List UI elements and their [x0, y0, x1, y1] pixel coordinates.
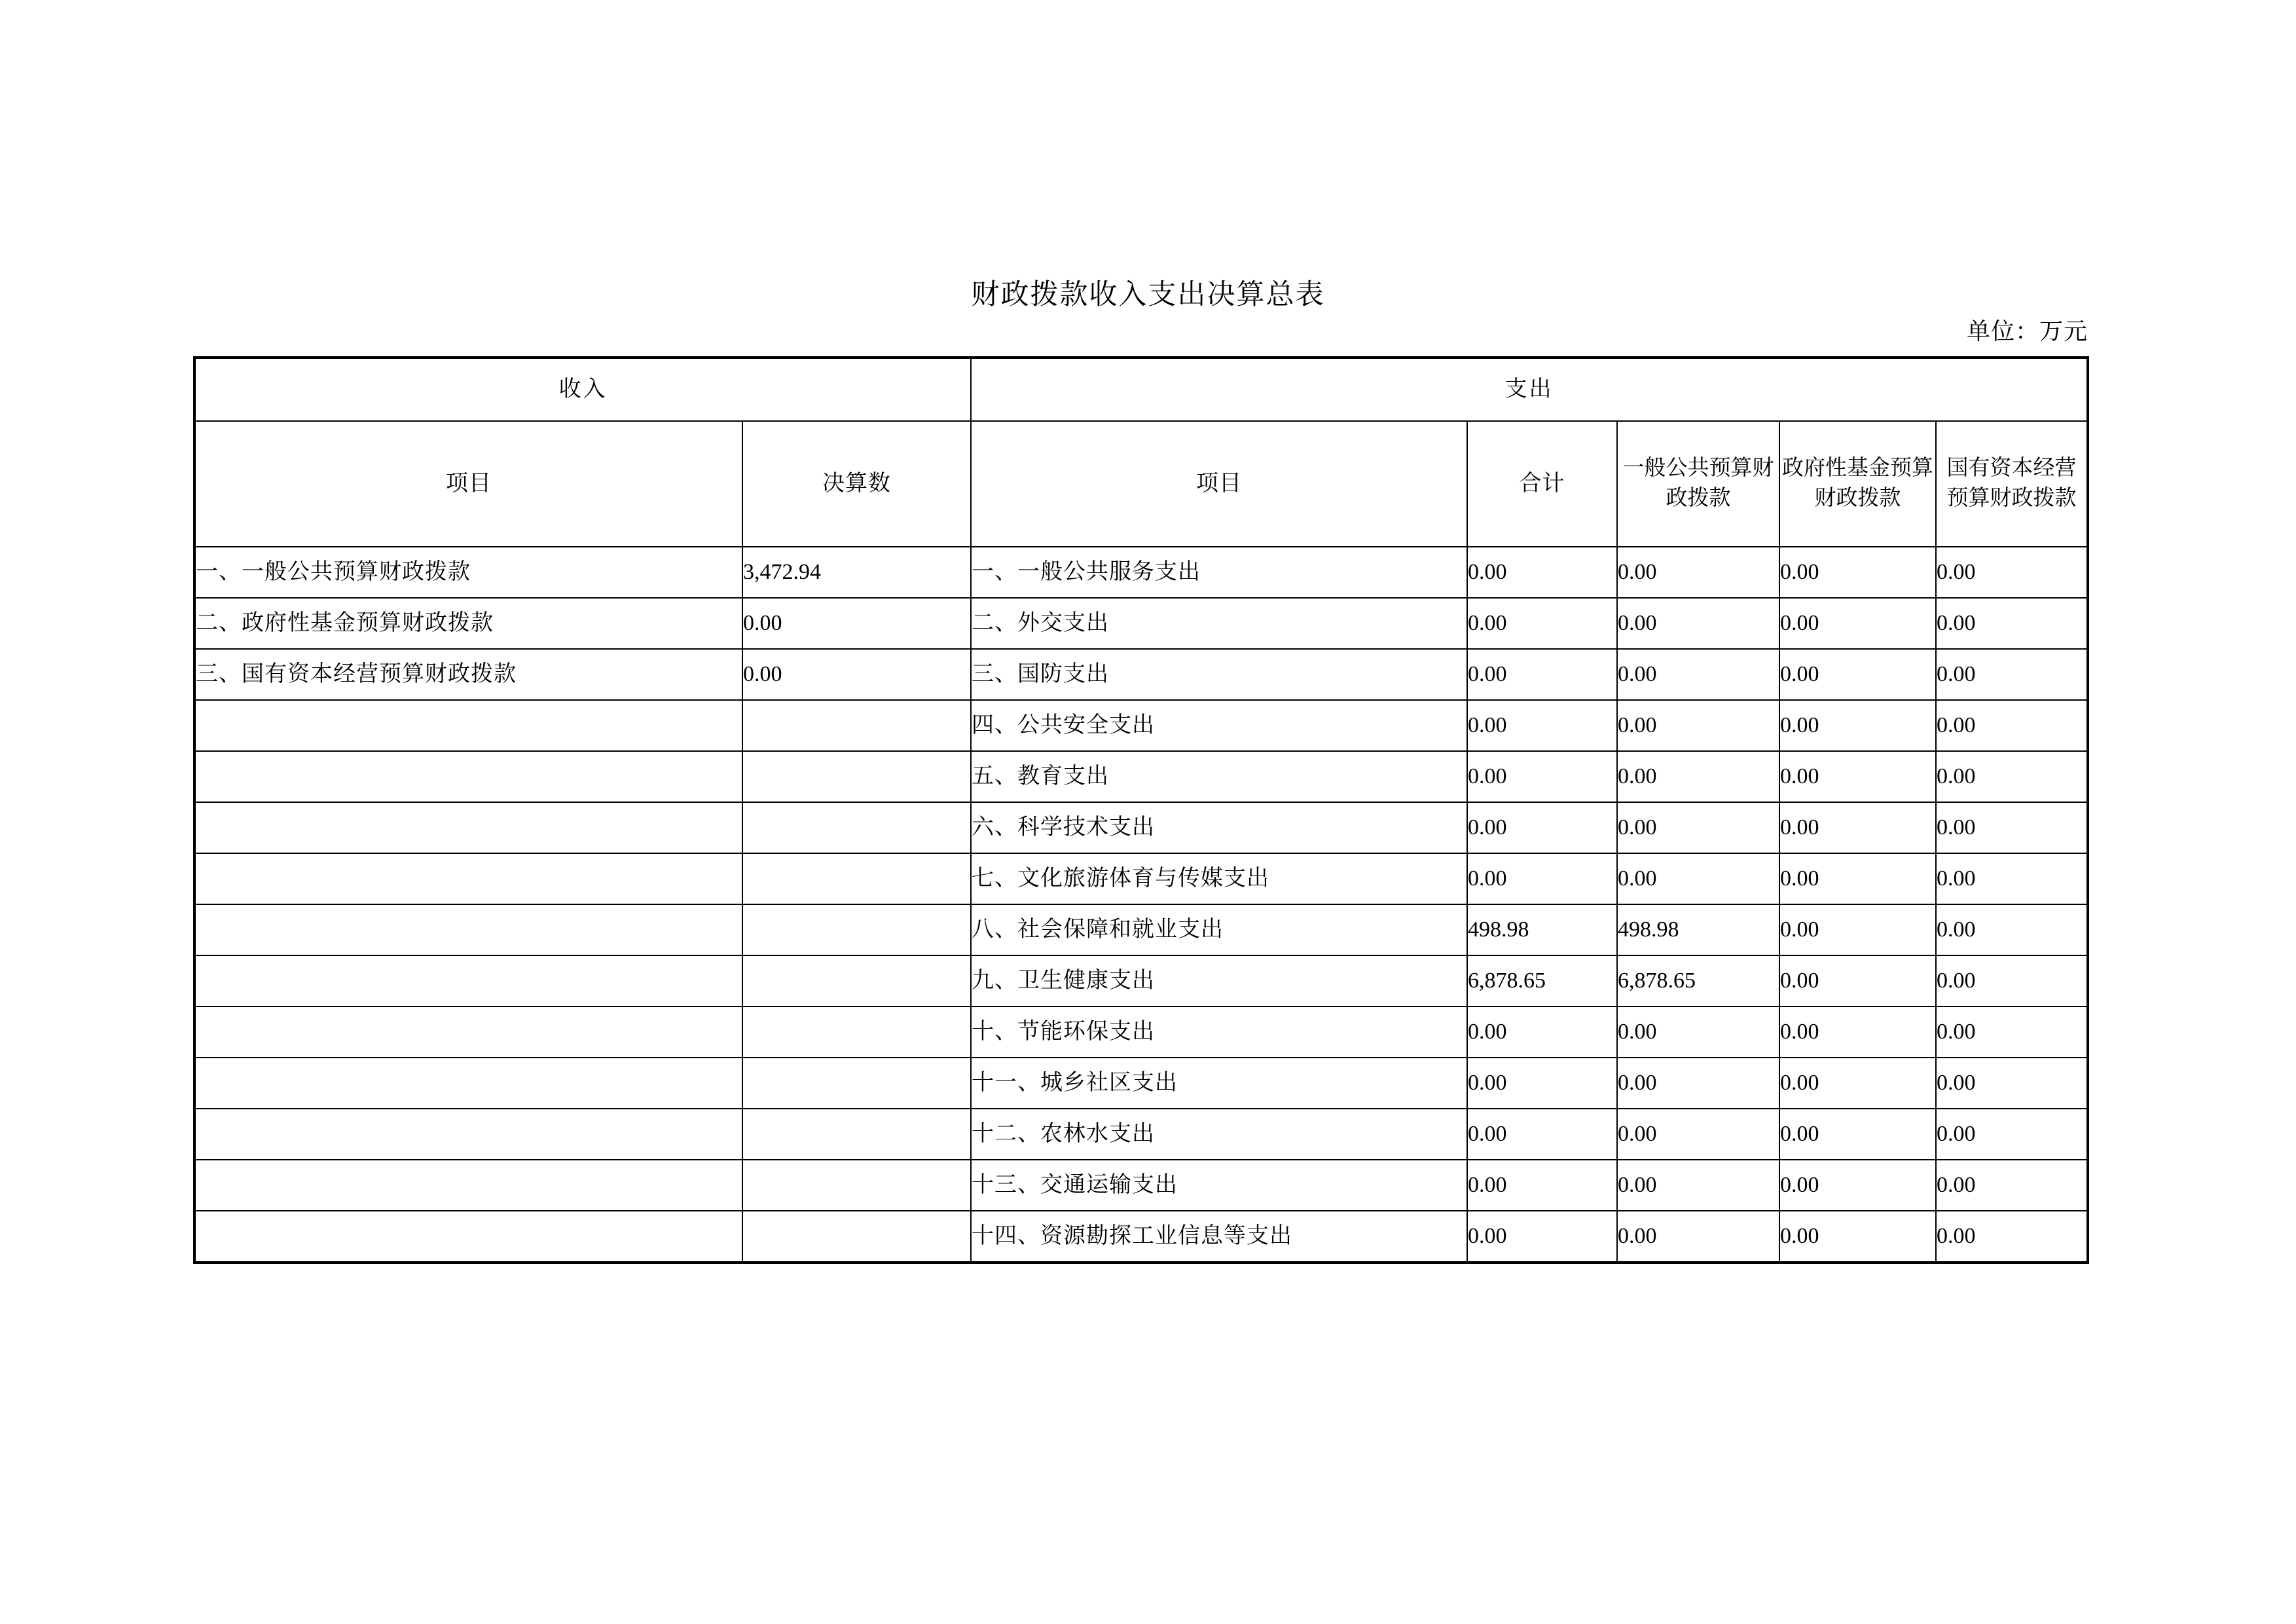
expenditure-general-public-value: 0.00 — [1617, 547, 1779, 598]
table-row — [194, 1211, 2088, 1263]
expenditure-general-public-value: 0.00 — [1617, 751, 1779, 802]
expenditure-total-value: 0.00 — [1467, 751, 1617, 802]
table-body — [194, 358, 2088, 1263]
table-row — [194, 1058, 2088, 1109]
expenditure-general-public-value: 0.00 — [1617, 1006, 1779, 1058]
income-item-value — [742, 751, 971, 802]
expenditure-total-value: 6,878.65 — [1467, 955, 1617, 1006]
expenditure-total-value: 0.00 — [1467, 598, 1617, 649]
expenditure-item-label: 八、社会保障和就业支出 — [971, 904, 1467, 955]
expenditure-total-value: 0.00 — [1467, 1006, 1617, 1058]
expenditure-total-value: 498.98 — [1467, 904, 1617, 955]
expenditure-state-capital-value: 0.00 — [1936, 547, 2088, 598]
income-item-label — [194, 700, 742, 751]
expenditure-total-value: 0.00 — [1467, 1160, 1617, 1211]
expenditure-gov-fund-value: 0.00 — [1779, 853, 1936, 904]
income-item-label — [194, 1211, 742, 1263]
expenditure-general-public-value: 0.00 — [1617, 1058, 1779, 1109]
income-item-label — [194, 955, 742, 1006]
expenditure-general-public-value: 6,878.65 — [1617, 955, 1779, 1006]
expenditure-item-label: 十四、资源勘探工业信息等支出 — [971, 1211, 1467, 1263]
expenditure-total-value: 0.00 — [1467, 649, 1617, 700]
expenditure-gov-fund-value: 0.00 — [1779, 1211, 1936, 1263]
expenditure-item-label: 七、文化旅游体育与传媒支出 — [971, 853, 1467, 904]
column-header-general-public-budget: 一般公共预算财政拨款 — [1617, 421, 1779, 547]
expenditure-gov-fund-value: 0.00 — [1779, 904, 1936, 955]
table-row — [194, 700, 2088, 751]
table-row — [194, 1160, 2088, 1211]
income-item-label — [194, 904, 742, 955]
income-item-value — [742, 1006, 971, 1058]
column-header-income-value: 决算数 — [742, 421, 971, 547]
income-item-label — [194, 1006, 742, 1058]
expenditure-state-capital-value: 0.00 — [1936, 1058, 2088, 1109]
income-item-value — [742, 1109, 971, 1160]
income-item-label — [194, 1058, 742, 1109]
expenditure-item-label: 一、一般公共服务支出 — [971, 547, 1467, 598]
expenditure-gov-fund-value: 0.00 — [1779, 700, 1936, 751]
table-row — [194, 547, 2088, 598]
table-row — [194, 955, 2088, 1006]
expenditure-general-public-value: 0.00 — [1617, 700, 1779, 751]
column-header-income-item: 项目 — [194, 421, 742, 547]
expenditure-item-label: 十一、城乡社区支出 — [971, 1058, 1467, 1109]
expenditure-general-public-value: 498.98 — [1617, 904, 1779, 955]
expenditure-total-value: 0.00 — [1467, 1058, 1617, 1109]
expenditure-state-capital-value: 0.00 — [1936, 1006, 2088, 1058]
table-row — [194, 853, 2088, 904]
expenditure-gov-fund-value: 0.00 — [1779, 547, 1936, 598]
column-header-expenditure-item: 项目 — [971, 421, 1467, 547]
expenditure-item-label: 三、国防支出 — [971, 649, 1467, 700]
table-row — [194, 649, 2088, 700]
column-header-expenditure-total: 合计 — [1467, 421, 1617, 547]
expenditure-item-label: 四、公共安全支出 — [971, 700, 1467, 751]
expenditure-item-label: 九、卫生健康支出 — [971, 955, 1467, 1006]
income-item-value: 0.00 — [742, 649, 971, 700]
table-row — [194, 1006, 2088, 1058]
expenditure-total-value: 0.00 — [1467, 700, 1617, 751]
income-item-label — [194, 802, 742, 853]
table-row — [194, 1109, 2088, 1160]
expenditure-gov-fund-value: 0.00 — [1779, 802, 1936, 853]
expenditure-gov-fund-value: 0.00 — [1779, 1006, 1936, 1058]
expenditure-state-capital-value: 0.00 — [1936, 1160, 2088, 1211]
expenditure-gov-fund-value: 0.00 — [1779, 1058, 1936, 1109]
expenditure-gov-fund-value: 0.00 — [1779, 598, 1936, 649]
expenditure-item-label: 十二、农林水支出 — [971, 1109, 1467, 1160]
income-item-label: 二、政府性基金预算财政拨款 — [194, 598, 742, 649]
expenditure-item-label: 五、教育支出 — [971, 751, 1467, 802]
table-row — [194, 802, 2088, 853]
expenditure-general-public-value: 0.00 — [1617, 853, 1779, 904]
expenditure-item-label: 六、科学技术支出 — [971, 802, 1467, 853]
income-item-label — [194, 751, 742, 802]
column-header-gov-fund-budget: 政府性基金预算财政拨款 — [1779, 421, 1936, 547]
financial-table — [193, 356, 2089, 1264]
expenditure-state-capital-value: 0.00 — [1936, 1109, 2088, 1160]
expenditure-state-capital-value: 0.00 — [1936, 1211, 2088, 1263]
section-header-income: 收入 — [194, 358, 971, 421]
income-item-value — [742, 700, 971, 751]
income-item-value — [742, 1211, 971, 1263]
table-column-header-row — [194, 421, 2088, 547]
unit-note: 单位：万元 — [1966, 318, 2088, 344]
expenditure-general-public-value: 0.00 — [1617, 598, 1779, 649]
expenditure-gov-fund-value: 0.00 — [1779, 1109, 1936, 1160]
expenditure-general-public-value: 0.00 — [1617, 1211, 1779, 1263]
expenditure-general-public-value: 0.00 — [1617, 802, 1779, 853]
expenditure-general-public-value: 0.00 — [1617, 1160, 1779, 1211]
income-item-value — [742, 1160, 971, 1211]
expenditure-state-capital-value: 0.00 — [1936, 649, 2088, 700]
expenditure-gov-fund-value: 0.00 — [1779, 649, 1936, 700]
income-item-value — [742, 853, 971, 904]
expenditure-gov-fund-value: 0.00 — [1779, 1160, 1936, 1211]
expenditure-state-capital-value: 0.00 — [1936, 904, 2088, 955]
income-item-label — [194, 1109, 742, 1160]
financial-table-wrapper — [193, 356, 2086, 1264]
table-row — [194, 598, 2088, 649]
income-item-value — [742, 802, 971, 853]
expenditure-state-capital-value: 0.00 — [1936, 955, 2088, 1006]
table-row — [194, 751, 2088, 802]
income-item-label: 三、国有资本经营预算财政拨款 — [194, 649, 742, 700]
income-item-label — [194, 1160, 742, 1211]
expenditure-state-capital-value: 0.00 — [1936, 598, 2088, 649]
expenditure-total-value: 0.00 — [1467, 1211, 1617, 1263]
expenditure-state-capital-value: 0.00 — [1936, 802, 2088, 853]
table-row — [194, 904, 2088, 955]
income-item-label: 一、一般公共预算财政拨款 — [194, 547, 742, 598]
expenditure-general-public-value: 0.00 — [1617, 649, 1779, 700]
expenditure-state-capital-value: 0.00 — [1936, 853, 2088, 904]
expenditure-total-value: 0.00 — [1467, 547, 1617, 598]
income-item-value — [742, 955, 971, 1006]
expenditure-gov-fund-value: 0.00 — [1779, 751, 1936, 802]
page-title: 财政拨款收入支出决算总表 — [971, 280, 1325, 310]
table-section-header-row — [194, 358, 2088, 421]
income-item-value — [742, 904, 971, 955]
expenditure-item-label: 十、节能环保支出 — [971, 1006, 1467, 1058]
expenditure-general-public-value: 0.00 — [1617, 1109, 1779, 1160]
expenditure-total-value: 0.00 — [1467, 802, 1617, 853]
column-header-state-capital-budget: 国有资本经营预算财政拨款 — [1936, 421, 2088, 547]
expenditure-item-label: 十三、交通运输支出 — [971, 1160, 1467, 1211]
expenditure-total-value: 0.00 — [1467, 853, 1617, 904]
expenditure-gov-fund-value: 0.00 — [1779, 955, 1936, 1006]
expenditure-total-value: 0.00 — [1467, 1109, 1617, 1160]
expenditure-state-capital-value: 0.00 — [1936, 700, 2088, 751]
income-item-label — [194, 853, 742, 904]
expenditure-item-label: 二、外交支出 — [971, 598, 1467, 649]
income-item-value: 3,472.94 — [742, 547, 971, 598]
section-header-expenditure: 支出 — [971, 358, 2088, 421]
income-item-value: 0.00 — [742, 598, 971, 649]
expenditure-state-capital-value: 0.00 — [1936, 751, 2088, 802]
income-item-value — [742, 1058, 971, 1109]
